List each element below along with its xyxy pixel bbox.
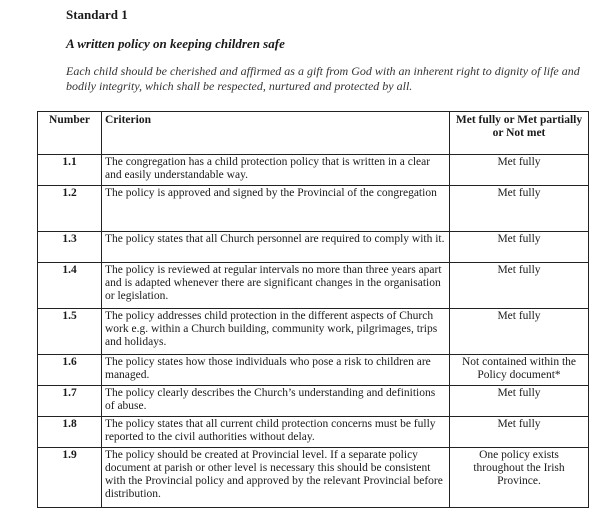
row-number: 1.3 [38,232,102,263]
row-number: 1.7 [38,386,102,417]
row-criterion: The policy clearly describes the Church’s understanding and definitions of abuse. [102,386,450,417]
standard-intro: Each child should be cherished and affirmed as a gift from God with an inherent right to dignity of life and bodily integrity, which shall be respected, nurtured and protected by all. [66,64,580,93]
row-met-status: Met fully [450,186,589,232]
standard-subheading: A written policy on keeping children safe [66,36,285,51]
row-met-status: Met fully [450,309,589,355]
row-criterion: The congregation has a child protection policy that is written in a clear and easily understandable way. [102,155,450,186]
row-criterion: The policy is approved and signed by the Provincial of the congregation [102,186,450,232]
row-criterion: The policy states how those individuals who pose a risk to children are managed. [102,355,450,386]
row-criterion: The policy addresses child protection in the different aspects of Church work e.g. within a Church building, community work, pilgrimages, trips and holidays. [102,309,450,355]
row-number: 1.9 [38,448,102,508]
header-met: Met fully or Met partially or Not met [450,112,589,155]
row-number: 1.6 [38,355,102,386]
table-row [38,309,589,355]
row-number: 1.5 [38,309,102,355]
table-row [38,448,589,508]
table-row [38,232,589,263]
row-met-status: Met fully [450,155,589,186]
row-met-status: Met fully [450,386,589,417]
row-met-status: Met fully [450,232,589,263]
row-number: 1.2 [38,186,102,232]
row-number: 1.4 [38,263,102,309]
row-criterion: The policy should be created at Provincial level. If a separate policy document at parish or other level is necessary this should be consistent with the Provincial policy and approved by the relevant Provincial before distribution. [102,448,450,508]
header-number: Number [38,112,102,155]
row-met-status: Not contained within the Policy document* [450,355,589,386]
table-row [38,386,589,417]
row-criterion: The policy states that all Church personnel are required to comply with it. [102,232,450,263]
table-row [38,263,589,309]
table-row [38,155,589,186]
standard-heading: Standard 1 [66,7,128,22]
table-row [38,355,589,386]
criteria-table [37,111,589,508]
row-number: 1.1 [38,155,102,186]
row-criterion: The policy states that all current child protection concerns must be fully reported to the civil authorities without delay. [102,417,450,448]
row-met-status: Met fully [450,417,589,448]
row-criterion: The policy is reviewed at regular intervals no more than three years apart and is adapted whenever there are significant changes in the organisation or legislation. [102,263,450,309]
row-met-status: Met fully [450,263,589,309]
table-row [38,186,589,232]
row-number: 1.8 [38,417,102,448]
header-criterion: Criterion [102,112,450,155]
table-row [38,417,589,448]
table-header-row [38,112,589,155]
row-met-status: One policy exists throughout the Irish Province. [450,448,589,508]
